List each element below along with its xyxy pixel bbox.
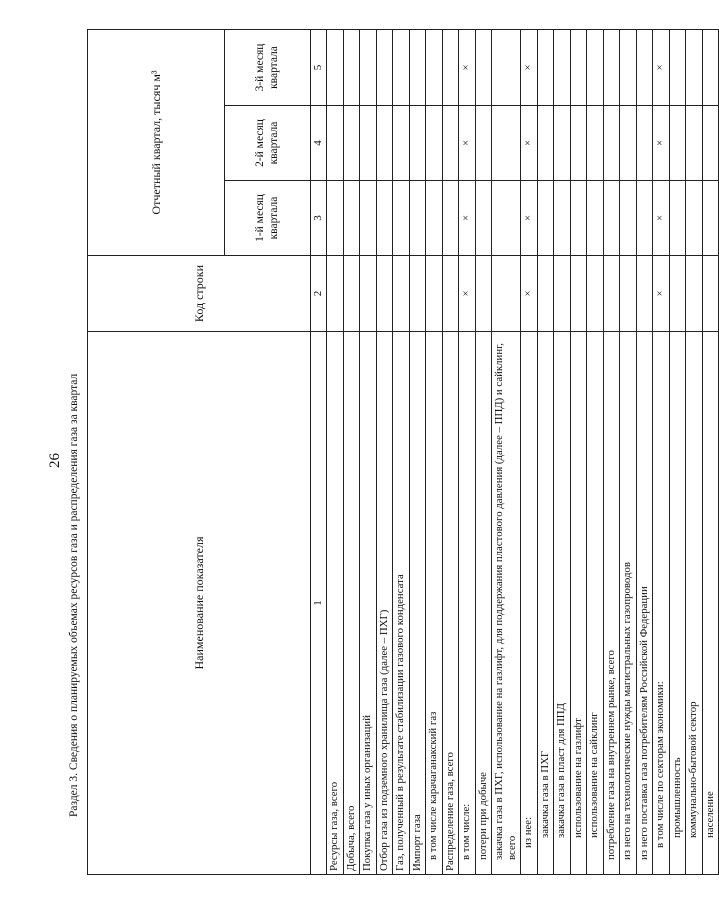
value-cell xyxy=(393,181,410,256)
cross-mark-cell: × xyxy=(521,256,538,332)
table-row xyxy=(636,30,653,875)
indicator-name: население xyxy=(702,332,719,875)
value-cell xyxy=(409,256,426,332)
table-row xyxy=(343,30,360,875)
column-number: 3 xyxy=(311,181,327,256)
value-cell xyxy=(393,256,410,332)
value-cell xyxy=(620,256,637,332)
indicator-name: использование на сайклинг xyxy=(587,332,604,875)
column-number: 5 xyxy=(311,30,327,106)
indicator-name: использование на газлифт xyxy=(570,332,587,875)
value-cell xyxy=(702,256,719,332)
value-cell xyxy=(669,256,686,332)
table-row xyxy=(686,30,703,875)
cross-mark-cell: × xyxy=(459,256,476,332)
value-cell xyxy=(669,30,686,106)
value-cell xyxy=(442,256,459,332)
value-cell xyxy=(376,106,393,181)
indicator-name: Газ, полученный в результате стабилизации газового конденсата xyxy=(393,332,410,875)
value-cell xyxy=(570,106,587,181)
value-cell xyxy=(343,181,360,256)
value-cell xyxy=(393,106,410,181)
value-cell xyxy=(587,30,604,106)
header-reporting-quarter: Отчетный квартал, тысяч м³ xyxy=(88,30,225,256)
indicator-name: закачка газа в пласт для ППД xyxy=(554,332,571,875)
cross-mark-cell: × xyxy=(459,181,476,256)
value-cell xyxy=(426,256,443,332)
value-cell xyxy=(603,181,620,256)
value-cell xyxy=(587,106,604,181)
indicator-name: коммунально-бытовой сектор xyxy=(686,332,703,875)
cross-mark-cell: × xyxy=(653,30,670,106)
value-cell xyxy=(376,181,393,256)
value-cell xyxy=(492,181,521,256)
column-number: 2 xyxy=(311,256,327,332)
value-cell xyxy=(603,30,620,106)
value-cell xyxy=(636,106,653,181)
indicator-name: в том числе по секторам экономики: xyxy=(653,332,670,875)
table-row xyxy=(587,30,604,875)
table-row xyxy=(669,30,686,875)
table-row xyxy=(537,30,554,875)
value-cell xyxy=(669,106,686,181)
column-number: 4 xyxy=(311,106,327,181)
value-cell xyxy=(636,181,653,256)
value-cell xyxy=(702,181,719,256)
value-cell xyxy=(636,256,653,332)
value-cell xyxy=(686,106,703,181)
table-row xyxy=(620,30,637,875)
indicator-name: Отбор газа из подземного хранилища газа (далее – ПХГ) xyxy=(376,332,393,875)
value-cell xyxy=(327,256,344,332)
value-cell xyxy=(702,106,719,181)
indicator-name: в том числе: xyxy=(459,332,476,875)
header-row-code: Код строки xyxy=(88,256,311,332)
value-cell xyxy=(669,181,686,256)
indicator-name: в том числе карачаганакский газ xyxy=(426,332,443,875)
value-cell xyxy=(554,106,571,181)
value-cell xyxy=(327,106,344,181)
table-row xyxy=(442,30,459,875)
value-cell xyxy=(537,106,554,181)
value-cell xyxy=(376,256,393,332)
value-cell xyxy=(327,30,344,106)
value-cell xyxy=(537,181,554,256)
indicator-name: из него поставка газа потребителям Российской Федерации xyxy=(636,332,653,875)
indicator-name: потери при добыче xyxy=(475,332,492,875)
value-cell xyxy=(426,181,443,256)
header-month-3: 3-й месяц квартала xyxy=(225,30,311,106)
table-row xyxy=(409,30,426,875)
cross-mark-cell: × xyxy=(521,30,538,106)
table-row xyxy=(603,30,620,875)
value-cell xyxy=(686,181,703,256)
value-cell xyxy=(570,256,587,332)
value-cell xyxy=(360,256,377,332)
value-cell xyxy=(620,30,637,106)
value-cell xyxy=(636,30,653,106)
table-row xyxy=(492,30,521,875)
value-cell xyxy=(702,30,719,106)
cross-mark-cell: × xyxy=(653,106,670,181)
value-cell xyxy=(537,256,554,332)
indicator-name: потребление газа на внутреннем рынке, всего xyxy=(603,332,620,875)
value-cell xyxy=(537,30,554,106)
value-cell xyxy=(376,30,393,106)
indicator-name: Ресурсы газа, всего xyxy=(327,332,344,875)
cross-mark-cell: × xyxy=(459,30,476,106)
value-cell xyxy=(492,30,521,106)
value-cell xyxy=(409,181,426,256)
value-cell xyxy=(343,106,360,181)
value-cell xyxy=(442,30,459,106)
indicator-name: Покупка газа у иных организаций xyxy=(360,332,377,875)
cross-mark-cell: × xyxy=(521,181,538,256)
indicator-name: промышленность xyxy=(669,332,686,875)
table-row xyxy=(393,30,410,875)
value-cell xyxy=(686,256,703,332)
page-number: 26 xyxy=(47,453,63,468)
value-cell xyxy=(327,181,344,256)
indicator-name: Распределение газа, всего xyxy=(442,332,459,875)
indicator-name: Добыча, всего xyxy=(343,332,360,875)
value-cell xyxy=(343,30,360,106)
table-row xyxy=(426,30,443,875)
gas-balance-table xyxy=(87,29,719,875)
value-cell xyxy=(603,256,620,332)
table-row xyxy=(327,30,344,875)
indicator-name: закачка газа в ПХГ, использование на газлифт, для поддержания пластового давления (далее – ППД) и сайклинг, всего xyxy=(492,332,521,875)
value-cell xyxy=(343,256,360,332)
value-cell xyxy=(492,106,521,181)
value-cell xyxy=(426,30,443,106)
cross-mark-cell: × xyxy=(521,106,538,181)
value-cell xyxy=(360,30,377,106)
table-row xyxy=(570,30,587,875)
value-cell xyxy=(475,106,492,181)
value-cell xyxy=(603,106,620,181)
value-cell xyxy=(570,30,587,106)
value-cell xyxy=(686,30,703,106)
indicator-name: из нее: xyxy=(521,332,538,875)
value-cell xyxy=(442,181,459,256)
cross-mark-cell: × xyxy=(653,181,670,256)
value-cell xyxy=(620,106,637,181)
value-cell xyxy=(393,30,410,106)
cross-mark-cell: × xyxy=(653,256,670,332)
value-cell xyxy=(587,256,604,332)
indicator-name: Импорт газа xyxy=(409,332,426,875)
table-row xyxy=(702,30,719,875)
value-cell xyxy=(409,106,426,181)
value-cell xyxy=(442,106,459,181)
value-cell xyxy=(426,106,443,181)
section-title: Раздел 3. Сведения о планируемых объемах ресурсов газа и распределения газа за квартал xyxy=(68,373,80,817)
table-row xyxy=(653,30,670,875)
table-row xyxy=(459,30,476,875)
value-cell xyxy=(475,30,492,106)
value-cell xyxy=(554,256,571,332)
value-cell xyxy=(360,181,377,256)
value-cell xyxy=(554,181,571,256)
cross-mark-cell: × xyxy=(459,106,476,181)
header-month-2: 2-й месяц квартала xyxy=(225,106,311,181)
table-row xyxy=(376,30,393,875)
value-cell xyxy=(620,181,637,256)
indicator-name: закачка газа в ПХГ xyxy=(537,332,554,875)
value-cell xyxy=(492,256,521,332)
value-cell xyxy=(409,30,426,106)
table-row xyxy=(475,30,492,875)
value-cell xyxy=(554,30,571,106)
value-cell xyxy=(587,181,604,256)
table-row xyxy=(554,30,571,875)
column-number: 1 xyxy=(311,332,327,875)
value-cell xyxy=(360,106,377,181)
table-row xyxy=(360,30,377,875)
table-body xyxy=(327,30,719,875)
value-cell xyxy=(570,181,587,256)
header-month-1: 1-й месяц квартала xyxy=(225,181,311,256)
table-row xyxy=(521,30,538,875)
value-cell xyxy=(475,181,492,256)
indicator-name: из него на технологические нужды магистральных газопроводов xyxy=(620,332,637,875)
value-cell xyxy=(475,256,492,332)
header-indicator-name: Наименование показателя xyxy=(88,332,311,875)
